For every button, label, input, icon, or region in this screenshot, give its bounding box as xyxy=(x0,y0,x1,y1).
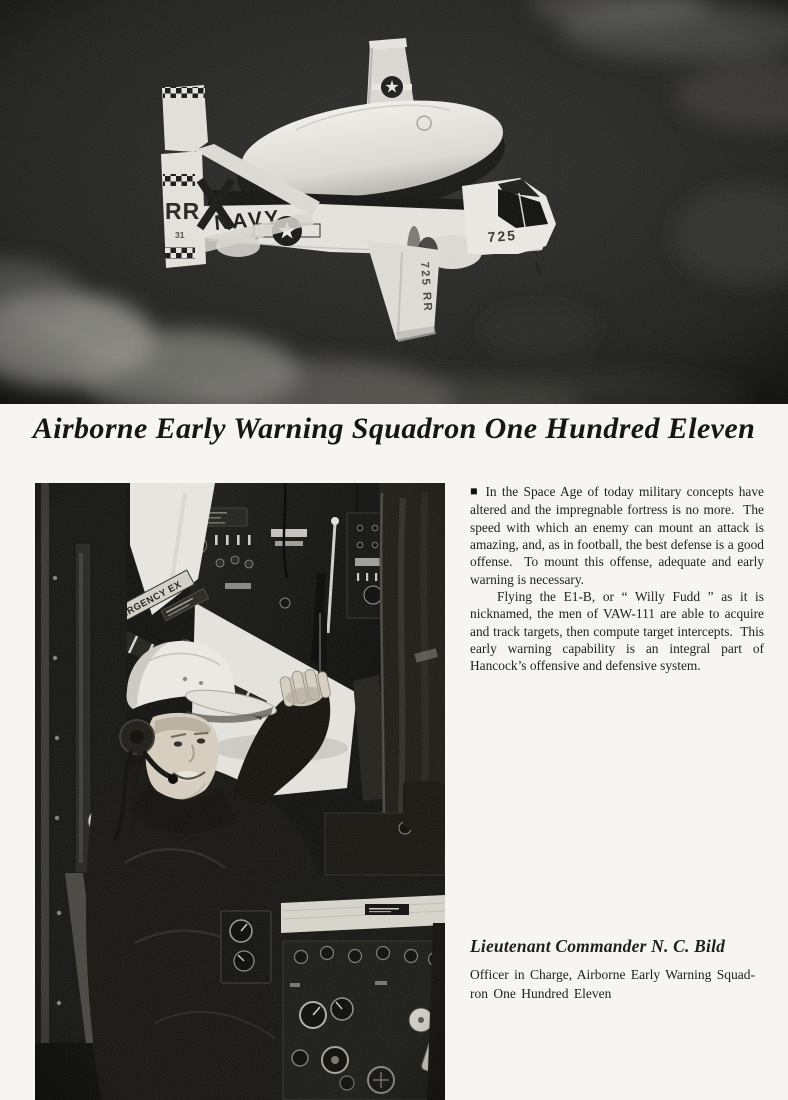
aircraft-photo xyxy=(0,0,788,404)
paragraph-1-text: In the Space Age of today military concepts have altered and the impregnable fortress is no more. The speed with which an enemy can mount an attack is amazing, and, as in football, the best defense is a good offense. To mount this offense, adequate and early warning is necessary. xyxy=(470,484,768,587)
officer-title-line2: ron One Hundred Eleven xyxy=(470,985,612,1001)
officer-name: Lieutenant Commander N. C. Bild xyxy=(470,936,726,956)
paragraph-2: Flying the E1-B, or “ Willy Fudd ” as it is nicknamed, the men of VAW-111 are able to acquire and track targets, then compute target intercepts. This early warning capability is an integral part of Hancock’s offensive and defensive system. xyxy=(470,589,768,674)
vignette xyxy=(35,483,445,1100)
officer-title xyxy=(470,966,770,1003)
page-title: Airborne Early Warning Squadron One Hundred Eleven xyxy=(32,412,756,445)
officer-credit xyxy=(470,936,770,1003)
cockpit-photo-art xyxy=(35,483,445,1100)
vignette xyxy=(0,0,788,404)
officer-title-line1: Officer in Charge, Airborne Early Warning Squad- xyxy=(470,967,755,982)
article-text xyxy=(470,483,768,675)
aircraft-photo-art xyxy=(0,0,788,404)
paragraph-1 xyxy=(470,483,768,588)
cockpit-photo xyxy=(35,483,445,1100)
square-bullet: ■ xyxy=(470,484,480,498)
